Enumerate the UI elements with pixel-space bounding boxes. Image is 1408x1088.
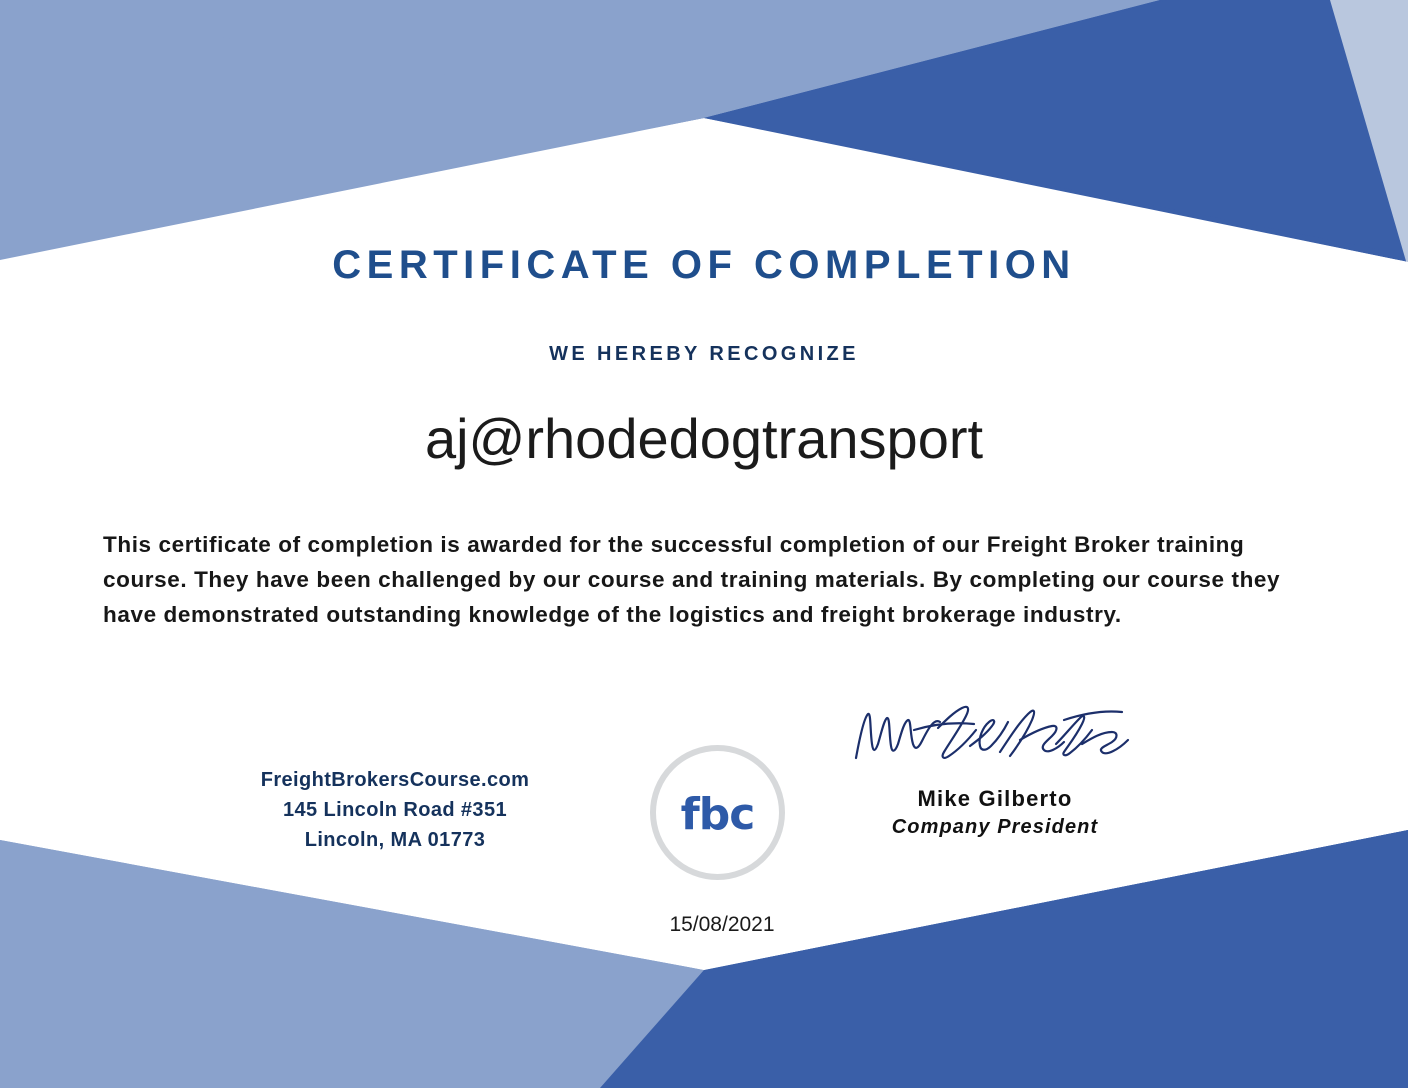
- organization-address-line1: 145 Lincoln Road #351: [282, 799, 508, 821]
- fbc-logo-icon: [650, 745, 785, 880]
- recipient-name: aj@rhodedogtransport: [424, 407, 984, 470]
- recognition-subtitle: WE HEREBY RECOGNIZE: [549, 343, 859, 365]
- fbc-logo-label: fbc: [680, 788, 755, 840]
- signer-name: Mike Gilberto: [917, 786, 1073, 811]
- organization-website: FreightBrokersCourse.com: [260, 769, 530, 791]
- certificate-body-text: This certificate of completion is awarded for the successful completion of our Freight Broker training course. They have been challenged by our course and training materials. By completing our course they have demonstrated outstanding knowledge of the logistics and freight brokerage industry.: [103, 532, 1281, 627]
- page-title: CERTIFICATE OF COMPLETION: [332, 243, 1076, 287]
- signer-role: Company President: [891, 816, 1099, 838]
- organization-block: [150, 765, 640, 855]
- handwritten-signature-icon: [850, 700, 1140, 770]
- issue-date: 15/08/2021: [669, 913, 775, 936]
- signature-block: [830, 700, 1160, 839]
- organization-address-line2: Lincoln, MA 01773: [304, 829, 486, 851]
